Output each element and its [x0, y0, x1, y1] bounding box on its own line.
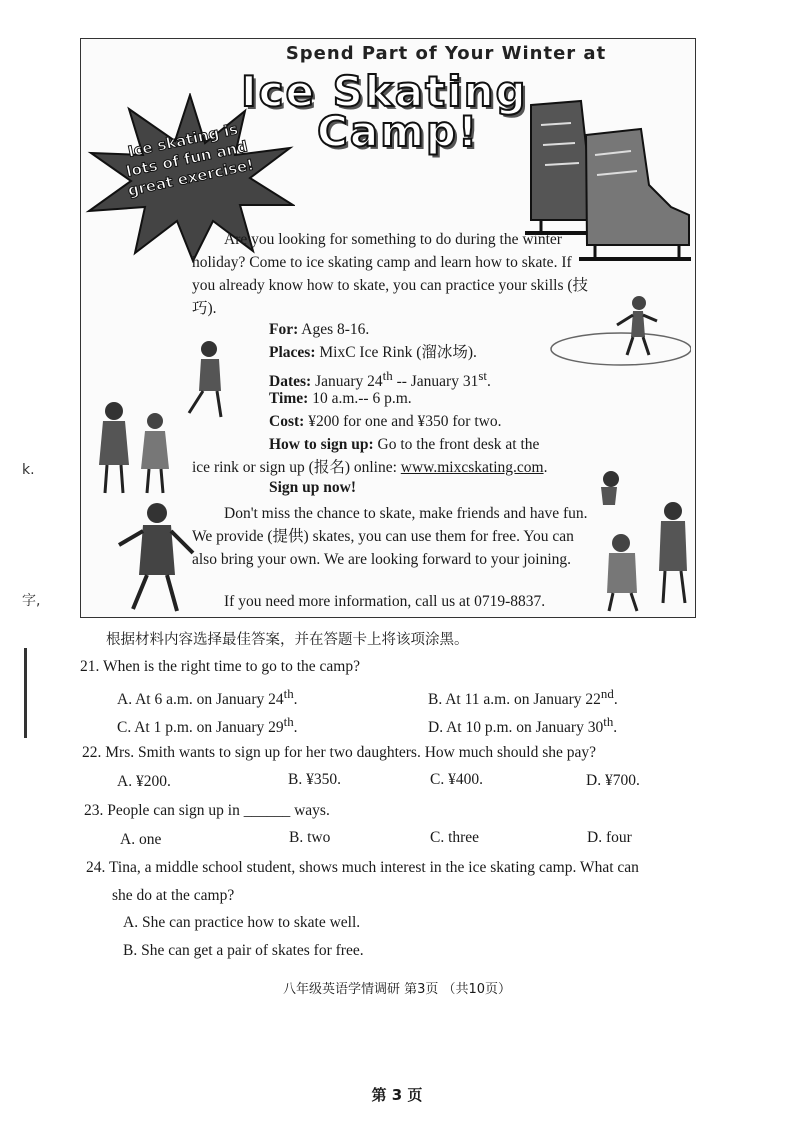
- info-signup: [269, 433, 539, 456]
- option-b: [428, 686, 618, 709]
- option-a: A. She can practice how to skate well.: [123, 914, 361, 931]
- info-value: Ages 8-16.: [298, 321, 370, 338]
- option-text: D. At 10 p.m. on January 30: [428, 719, 604, 737]
- contact-line: If you need more information, call us at 0719-8837.: [224, 593, 546, 610]
- poster-title: Ice Skating: [241, 67, 528, 116]
- question-stem: 23. People can sign up in ______ ways.: [84, 802, 330, 819]
- option-a: [117, 686, 298, 709]
- option-sup: nd: [600, 686, 614, 701]
- option-text: B. At 11 a.m. on January 22: [428, 691, 601, 709]
- info-signup-continued: [192, 456, 547, 479]
- info-label: How to sign up:: [269, 436, 374, 453]
- option-d: D. four: [587, 829, 632, 846]
- info-label: Time:: [269, 390, 309, 407]
- option-c: [117, 714, 298, 737]
- info-time: [269, 387, 412, 410]
- margin-scan-mark: [24, 648, 41, 738]
- question-stem: 24. Tina, a middle school student, shows much interest in the ice skating camp. What can: [86, 859, 639, 876]
- option-sup: th: [283, 686, 294, 701]
- starburst-text: Ice skating is lots of fun and great exercise!: [124, 119, 256, 200]
- option-text: A. At 6 a.m. on January 24: [117, 691, 284, 709]
- option-b: B. ¥350.: [288, 771, 341, 788]
- option-sup: th: [283, 714, 294, 729]
- question-stem: 21. When is the right time to go to the camp?: [80, 658, 360, 675]
- info-value: MixC Ice Rink (溜冰场).: [315, 344, 477, 361]
- question-stem: 22. Mrs. Smith wants to sign up for her two daughters. How much should she pay?: [82, 744, 597, 761]
- ad-poster: [80, 38, 696, 618]
- info-value: ice rink or sign up (报名) online:: [192, 459, 401, 476]
- intro-paragraph: Are you looking for something to do during the winter holiday? Come to ice skating camp and learn how to skate. If you already know how to skate, you can practice your skills (技巧).: [192, 231, 589, 317]
- question-stem-continued: she do at the camp?: [112, 887, 235, 904]
- poster-heading: Spend Part of Your Winter at: [285, 43, 607, 64]
- option-b: B. She can get a pair of skates for free.: [123, 942, 364, 959]
- option-sup: th: [603, 714, 614, 729]
- children-figure-icon: [89, 399, 179, 499]
- option-period: .: [293, 691, 298, 709]
- option-period: .: [293, 719, 298, 737]
- info-value: ¥200 for one and ¥350 for two.: [304, 413, 502, 430]
- option-b: B. two: [289, 829, 331, 846]
- option-text: C. At 1 p.m. on January 29: [117, 719, 284, 737]
- closing-paragraph: Don't miss the chance to skate, make friends and have fun. We provide (提供) skates, you can use them for free. You can also bring your own. We are looking forward to your joining.: [192, 505, 588, 568]
- skater-figure-icon: [111, 501, 201, 619]
- info-ages: [269, 318, 369, 341]
- option-d: D. ¥700.: [586, 772, 640, 789]
- info-value: -- January 31: [392, 373, 479, 391]
- option-a: A. one: [120, 831, 162, 848]
- info-value: .: [543, 459, 548, 476]
- option-d: [428, 714, 617, 737]
- info-cost: [269, 410, 501, 433]
- signup-now-callout: Sign up now!: [269, 479, 357, 496]
- info-label: Places:: [269, 344, 316, 361]
- poster-title: Camp!: [317, 107, 480, 156]
- info-value: January 24: [311, 373, 383, 391]
- info-places: [269, 341, 477, 364]
- page-number: 第 3 页: [371, 1086, 423, 1104]
- option-period: .: [613, 719, 618, 737]
- page-footer: 八年级英语学情调研 第3页 （共10页）: [282, 982, 512, 997]
- info-label: Cost:: [269, 413, 305, 430]
- info-value: Go to the front desk at the: [373, 436, 540, 453]
- option-c: C. three: [430, 829, 480, 846]
- skater-figure-icon: [179, 339, 239, 423]
- info-label: For:: [269, 321, 299, 338]
- margin-mark: 字,: [22, 593, 41, 609]
- option-a: A. ¥200.: [117, 773, 171, 790]
- info-value: .: [486, 373, 491, 391]
- info-sup: st: [478, 368, 487, 383]
- option-c: C. ¥400.: [430, 771, 483, 788]
- instruction: 根据材料内容选择最佳答案，并在答题卡上将该项涂黑。: [106, 632, 469, 648]
- info-sup: th: [382, 368, 393, 383]
- margin-mark: k.: [22, 462, 35, 478]
- skaters-group-icon: [581, 465, 693, 615]
- option-period: .: [613, 691, 618, 709]
- info-value: 10 a.m.-- 6 p.m.: [308, 390, 412, 407]
- website-link[interactable]: www.mixcskating.com: [400, 459, 544, 476]
- info-label: Dates:: [269, 373, 312, 391]
